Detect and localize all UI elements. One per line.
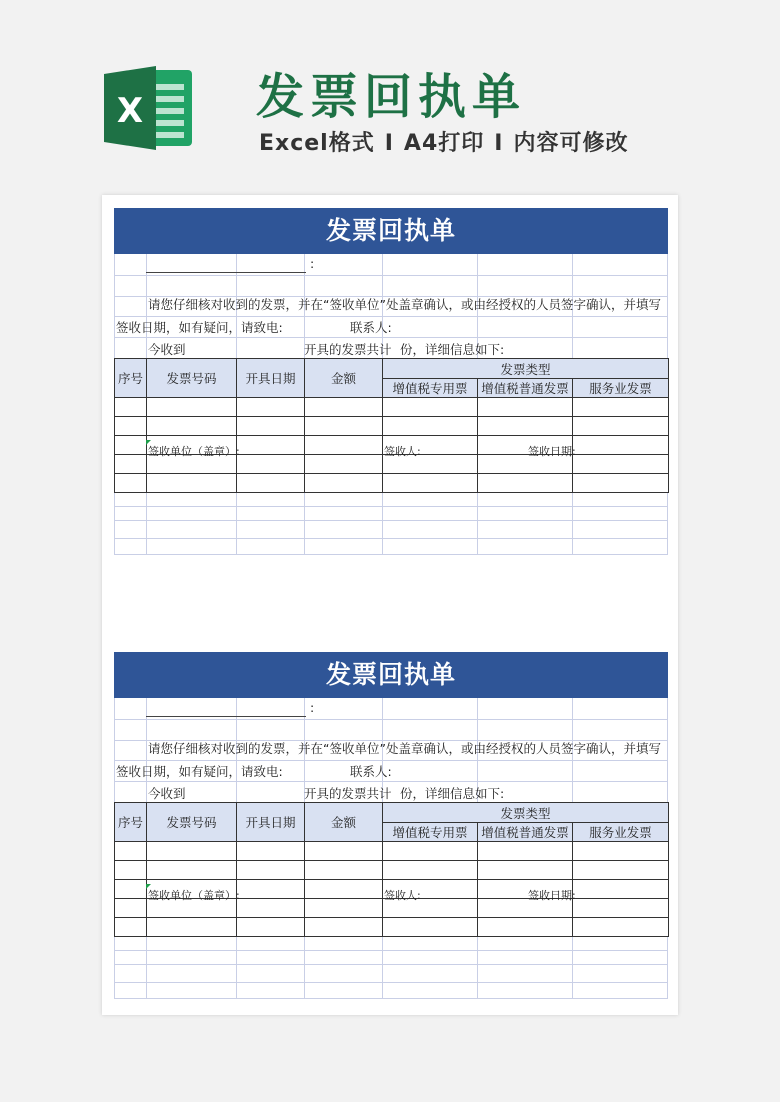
table-row[interactable] bbox=[115, 417, 669, 436]
header-serial: 序号 bbox=[115, 359, 147, 398]
blank-underline bbox=[146, 716, 306, 717]
table-row[interactable] bbox=[115, 398, 669, 417]
contact-label: 联系人: bbox=[350, 320, 392, 335]
blank-underline bbox=[146, 272, 306, 273]
subtitle-separator: I bbox=[384, 131, 394, 156]
colon-label: : bbox=[310, 256, 315, 271]
sign-receiver-label: 签收人: bbox=[384, 889, 421, 902]
excel-logo-icon bbox=[100, 60, 196, 156]
promo-header bbox=[0, 0, 780, 190]
spreadsheet-page bbox=[102, 195, 678, 1015]
table-row[interactable] bbox=[115, 474, 669, 493]
header-vat-general: 增值税普通发票 bbox=[478, 823, 573, 842]
sign-date-label: 签收日期: bbox=[528, 445, 576, 458]
header-amount: 金额 bbox=[305, 359, 383, 398]
date-inquiry-label: 签收日期，如有疑问，请致电: bbox=[116, 320, 283, 335]
table-row[interactable] bbox=[115, 842, 669, 861]
share-label: 份，详细信息如下: bbox=[400, 342, 505, 357]
total-label: 开具的发票共计 bbox=[304, 342, 392, 357]
sign-unit-label: 签收单位（盖章）: bbox=[148, 445, 240, 458]
form-sheet bbox=[114, 698, 668, 998]
table-row[interactable] bbox=[115, 861, 669, 880]
header-vat-special: 增值税专用票 bbox=[383, 823, 478, 842]
invoice-table bbox=[114, 358, 669, 493]
hero-subtitle bbox=[259, 126, 628, 157]
header-invoice-no: 发票号码 bbox=[147, 803, 237, 842]
total-label: 开具的发票共计 bbox=[304, 786, 392, 801]
header-issue-date: 开具日期 bbox=[237, 803, 305, 842]
table-row[interactable] bbox=[115, 918, 669, 937]
header-invoice-no: 发票号码 bbox=[147, 359, 237, 398]
header-service: 服务业发票 bbox=[573, 379, 669, 398]
subtitle-print: A4打印 bbox=[403, 131, 485, 156]
hero-title: 发票回执单 bbox=[256, 69, 527, 125]
header-service: 服务业发票 bbox=[573, 823, 669, 842]
header-invoice-type: 发票类型 bbox=[383, 803, 669, 823]
subtitle-separator: I bbox=[494, 131, 504, 156]
sign-unit-label: 签收单位（盖章）: bbox=[148, 889, 240, 902]
header-vat-special: 增值税专用票 bbox=[383, 379, 478, 398]
header-issue-date: 开具日期 bbox=[237, 359, 305, 398]
header-serial: 序号 bbox=[115, 803, 147, 842]
invoice-table bbox=[114, 802, 669, 937]
form-sheet bbox=[114, 254, 668, 554]
header-vat-general: 增值税普通发票 bbox=[478, 379, 573, 398]
received-label: 今收到 bbox=[148, 342, 186, 357]
sign-date-label: 签收日期: bbox=[528, 889, 576, 902]
header-invoice-type: 发票类型 bbox=[383, 359, 669, 379]
subtitle-editable: 内容可修改 bbox=[513, 131, 629, 156]
svg-text:X: X bbox=[116, 91, 144, 131]
sign-receiver-label: 签收人: bbox=[384, 445, 421, 458]
intro-text: 请您仔细核对收到的发票，并在“签收单位”处盖章确认，或由经授权的人员签字确认，并填写 bbox=[148, 297, 661, 312]
receipt-form bbox=[114, 652, 668, 998]
received-label: 今收到 bbox=[148, 786, 186, 801]
header-amount: 金额 bbox=[305, 803, 383, 842]
receipt-form bbox=[114, 208, 668, 554]
share-label: 份，详细信息如下: bbox=[400, 786, 505, 801]
intro-text: 请您仔细核对收到的发票，并在“签收单位”处盖章确认，或由经授权的人员签字确认，并填写 bbox=[148, 741, 661, 756]
colon-label: : bbox=[310, 700, 315, 715]
date-inquiry-label: 签收日期，如有疑问，请致电: bbox=[116, 764, 283, 779]
form-title-bar: 发票回执单 bbox=[114, 652, 668, 698]
form-title-bar: 发票回执单 bbox=[114, 208, 668, 254]
contact-label: 联系人: bbox=[350, 764, 392, 779]
subtitle-format: Excel格式 bbox=[259, 131, 375, 156]
